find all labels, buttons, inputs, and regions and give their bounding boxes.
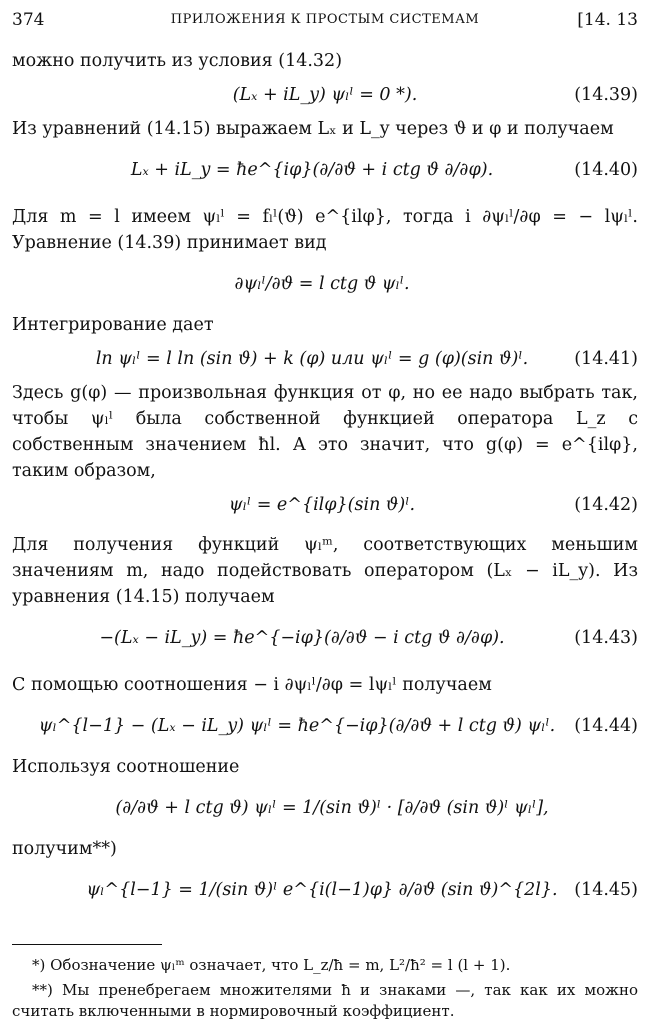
equation [12, 610, 638, 666]
equation-formula: ∂ψₗˡ/∂ϑ = l ctg ϑ ψₗˡ. [234, 274, 410, 294]
page-header [12, 10, 638, 32]
equation-number: (14.39) [574, 85, 638, 105]
paragraph: можно получить из условия (14.32) [12, 51, 343, 71]
equation [12, 142, 638, 198]
equation-number: (14.40) [574, 160, 638, 180]
equation-number: (14.44) [574, 716, 638, 736]
equation-number: (14.42) [574, 495, 638, 515]
equation-formula: ln ψₗˡ = l ln (sin ϑ) + k (φ) или ψₗˡ = g (φ)(sin ϑ)ˡ. [95, 349, 529, 369]
equation-formula: (Lₓ + iL_y) ψₗˡ = 0 *). [232, 85, 418, 105]
page-number: 374 [12, 10, 45, 30]
footnote-separator [12, 944, 162, 945]
equation [12, 780, 638, 836]
equation-formula: ψₗˡ = e^{ilφ}(sin ϑ)ˡ. [228, 495, 416, 515]
footnote: *) Обозначение ψₗᵐ означает, что L_z/ħ = m, L²/ħ² = l (l + 1). [32, 956, 511, 974]
paragraph: С помощью соотношения − i ∂ψₗˡ/∂φ = lψₗˡ получаем [12, 675, 492, 695]
footnote: **) Мы пренебрегаем множителями ħ и знаками —, так как их можно считать включенными в нормировочный коэффициент. [12, 981, 638, 1020]
paragraph: Для получения функций ψₗᵐ, соответствующих меньшим значениям m, надо подействовать оператором (Lₓ − iL_y). Из уравнения (14.15) получаем [12, 535, 638, 607]
equation [12, 256, 638, 312]
equation-number: (14.43) [574, 628, 638, 648]
equation-formula: ψₗ^{l−1} = 1/(sin ϑ)ˡ e^{i(l−1)φ} ∂/∂ϑ (sin ϑ)^{2l}. [86, 880, 558, 900]
equation [12, 862, 638, 918]
equation [12, 698, 638, 754]
equation [12, 74, 638, 116]
paragraph: Интегрирование дает [12, 315, 214, 335]
equation-formula: −(Lₓ − iL_y) = ħe^{−iφ}(∂/∂ϑ − i ctg ϑ ∂/∂φ). [99, 628, 505, 648]
page-body [12, 48, 638, 1026]
section-number: [14. 13 [577, 10, 638, 30]
paragraph: Используя соотношение [12, 757, 240, 777]
paragraph: получим**) [12, 839, 117, 859]
running-title: ПРИЛОЖЕНИЯ К ПРОСТЫМ СИСТЕМАМ [170, 12, 480, 27]
paragraph: Из уравнений (14.15) выражаем Lₓ и L_y через ϑ и φ и получаем [12, 119, 614, 139]
paragraph: Здесь g(φ) — произвольная функция от φ, но ее надо выбрать так, чтобы ψₗˡ была собственной функцией оператора L_z с собственным значением ħl. А это значит, что g(φ) = e^{ilφ}, таким образом, [12, 383, 638, 481]
equation [12, 338, 638, 380]
equation-formula: Lₓ + iL_y = ħe^{iφ}(∂/∂ϑ + i ctg ϑ ∂/∂φ). [130, 160, 494, 180]
equation-number: (14.41) [574, 349, 638, 369]
equation-formula: ψₗ^{l−1} − (Lₓ − iL_y) ψₗˡ = ħe^{−iφ}(∂/∂ϑ + l ctg ϑ) ψₗˡ. [38, 716, 556, 736]
equation-number: (14.45) [574, 880, 638, 900]
paragraph: Для m = l имеем ψₗˡ = fₗˡ(ϑ) e^{ilφ}, тогда i ∂ψₗˡ/∂φ = − lψₗˡ. Уравнение (14.39) принимает вид [12, 207, 638, 253]
equation [12, 484, 638, 526]
equation-formula: (∂/∂ϑ + l ctg ϑ) ψₗˡ = 1/(sin ϑ)ˡ · [∂/∂ϑ (sin ϑ)ˡ ψₗˡ], [115, 798, 549, 818]
